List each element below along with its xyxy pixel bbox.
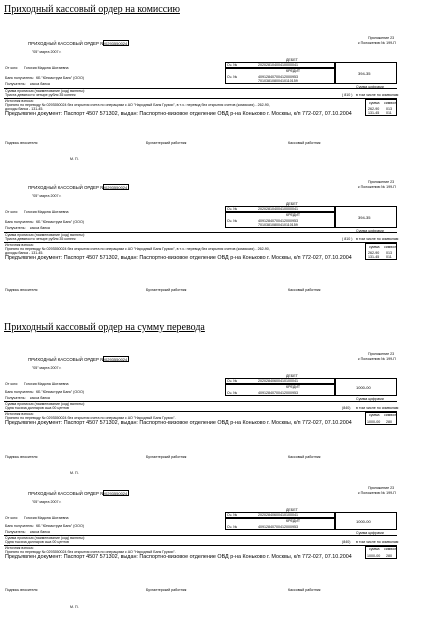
- appendix-line-2: к Положению № 199-П: [358, 185, 396, 189]
- sum-col-header: сумма: [369, 101, 380, 105]
- order-date: "05" марта 2007 г.: [32, 500, 62, 504]
- divider: [4, 545, 397, 546]
- sign-depositor: Подпись вносителя: [5, 455, 38, 459]
- recipient-label: Получатель:: [5, 82, 26, 86]
- recipient: касса банка: [30, 396, 50, 400]
- recipient: касса банка: [30, 530, 50, 534]
- appendix-line-1: Приложение 23: [368, 352, 395, 356]
- cash-order: [0, 484, 437, 626]
- form-title: ПРИХОДНЫЙ КАССОВЫЙ ОРДЕР №: [28, 491, 105, 496]
- bank-name: КБ "Юниаструм Банк" (ООО): [36, 524, 84, 528]
- source-line-1: Принято по переводу № 0293550024 без открытия счета по операциям с АО "Народный Банк Грузии", в т.ч.: перевод без открытия счетов (комиссия) - 262-90,: [5, 103, 270, 107]
- passport-line: Предъявлен документ: Паспорт 4507 571302, выдан: Паспортно-визовое отделение ОВД р-на Коньково г. Москвы, к/п 772-027, 07.10.2004: [5, 255, 352, 261]
- row-symbol: 011: [386, 255, 392, 259]
- sign-depositor: Подпись вносителя: [5, 588, 38, 592]
- row-sum: 262-90: [368, 251, 380, 255]
- in-numbers-label: Сумма цифрами: [356, 85, 384, 89]
- passport-line: Предъявлен документ: Паспорт 4507 571302, выдан: Паспортно-визовое отделение ОВД р-на Коньково г. Москвы, к/п 772-027, 07.10.2004: [5, 554, 352, 560]
- amount-caption: Сумма прописью (наименование (код) валюты):: [5, 536, 86, 540]
- in-numbers-label: Сумма цифрами: [356, 229, 384, 233]
- bank-label: Банк получатель:: [5, 390, 34, 394]
- appendix-line-2: к Положению № 199-П: [358, 491, 396, 495]
- stamp-mark: М. П.: [70, 157, 79, 161]
- credit-account: 40912840700412000953: [258, 525, 298, 529]
- currency-code: (840): [342, 540, 351, 544]
- row-sum: 1000-00: [367, 420, 381, 424]
- recipient: касса банка: [30, 82, 50, 86]
- sign-cashier: Кассовый работник: [288, 455, 321, 459]
- amount-caption: Сумма прописью (наименование (код) валюты):: [5, 233, 86, 237]
- order-number: 0293550024: [105, 41, 128, 46]
- in-numbers-label: Сумма цифрами: [356, 531, 384, 535]
- order-date: "05" марта 2007 г.: [32, 194, 62, 198]
- sign-depositor: Подпись вносителя: [5, 141, 38, 145]
- from-whom: Гогохия Мадона Шотаевна: [24, 66, 69, 70]
- recipient-label: Получатель:: [5, 530, 26, 534]
- total-amount: 394-35: [358, 71, 371, 76]
- row-symbol: 011: [386, 111, 392, 115]
- order-number: 0293550024: [105, 185, 128, 190]
- symbol-col-header: символ: [384, 547, 397, 551]
- recipient-label: Получатель:: [5, 226, 26, 230]
- source-line-1: Принято по переводу № 0293550024 без открытия счета по операциям с АО "Народный Банк Грузии".: [5, 416, 176, 420]
- stamp-mark: М. П.: [70, 605, 79, 609]
- acct-label: Сч. №: [227, 525, 238, 529]
- appendix-line-2: к Положению № 199-П: [358, 357, 396, 361]
- order-number: 0293550024: [105, 357, 128, 362]
- appendix-line-2: к Положению № 199-П: [358, 41, 396, 45]
- row-symbol: 280: [386, 554, 392, 558]
- from-whom: Гогохия Мадона Шотаевна: [24, 516, 69, 520]
- amount-caption: Сумма прописью (наименование (код) валюты):: [5, 89, 86, 93]
- symbol-col-header: символ: [384, 413, 397, 417]
- sign-accountant: Бухгалтерский работник: [146, 455, 187, 459]
- sign-accountant: Бухгалтерский работник: [146, 588, 187, 592]
- order-date: "05" марта 2007 г.: [32, 50, 62, 54]
- appendix-line-1: Приложение 23: [368, 486, 395, 490]
- incl-symbols-label: в том числе по символам: [356, 406, 399, 410]
- debit-account: 20202810400410000041: [258, 207, 298, 211]
- heading-commission: Приходный кассовый ордер на комиссию: [4, 4, 180, 15]
- acct-label: Сч. №: [227, 513, 238, 517]
- bank-name: КБ "Юниаструм Банк" (ООО): [36, 76, 84, 80]
- form-title: ПРИХОДНЫЙ КАССОВЫЙ ОРДЕР №: [28, 357, 105, 362]
- sign-cashier: Кассовый работник: [288, 588, 321, 592]
- amount-words: Триста девяносто четыре рубля 35 копеек: [5, 93, 76, 97]
- bank-label: Банк получатель:: [5, 76, 34, 80]
- acct-label: Сч. №: [227, 379, 238, 383]
- source-line-1: Принято по переводу № 0293550024 без открытия счета по операциям с АО "Народный Банк Грузии", в т.ч.: перевод без открытия счетов (комиссия) - 262-90,: [5, 247, 270, 251]
- cash-order: [0, 34, 437, 176]
- credit-account: 40912840700412000953: [258, 391, 298, 395]
- debit-account: 20202810400410000041: [258, 63, 298, 67]
- row-symbol: 013: [386, 107, 392, 111]
- amount-caption: Сумма прописью (наименование (код) валюты):: [5, 402, 86, 406]
- source-label: Источник взноса:: [5, 243, 34, 247]
- order-number: 0293550024: [105, 491, 128, 496]
- divider: [4, 98, 397, 99]
- source-label: Источник взноса:: [5, 99, 34, 103]
- sign-cashier: Кассовый работник: [288, 288, 321, 292]
- row-sum: 131-45: [368, 255, 380, 259]
- recipient-label: Получатель:: [5, 396, 26, 400]
- sign-accountant: Бухгалтерский работник: [146, 141, 187, 145]
- row-sum: 1000-00: [367, 554, 381, 558]
- debit-account: 20202840600410100041: [258, 513, 298, 517]
- debit-label: ДЕБЕТ: [286, 58, 298, 62]
- passport-line: Предъявлен документ: Паспорт 4507 571302, выдан: Паспортно-визовое отделение ОВД р-на Коньково г. Москвы, к/п 772-027, 07.10.2004: [5, 420, 352, 426]
- form-title: ПРИХОДНЫЙ КАССОВЫЙ ОРДЕР №: [28, 41, 105, 46]
- amount-words: Одна тысяча долларов сша 00 центов: [5, 540, 69, 544]
- cash-order: [0, 350, 437, 492]
- incl-symbols-label: в том числе по символам: [356, 237, 399, 241]
- sum-col-header: сумма: [369, 245, 380, 249]
- credit-account: 70103810800410110159: [258, 79, 298, 83]
- amount-words: Одна тысяча долларов сша 00 центов: [5, 406, 69, 410]
- source-label: Источник взноса:: [5, 412, 34, 416]
- credit-label: КРЕДИТ: [286, 385, 301, 389]
- debit-label: ДЕБЕТ: [286, 202, 298, 206]
- amount-words: Триста девяносто четыре рубля 35 копеек: [5, 237, 76, 241]
- sign-cashier: Кассовый работник: [288, 141, 321, 145]
- currency-code: ( 810 ): [342, 237, 353, 241]
- form-title: ПРИХОДНЫЙ КАССОВЫЙ ОРДЕР №: [28, 185, 105, 190]
- sum-col-header: сумма: [369, 547, 380, 551]
- bank-name: КБ "Юниаструм Банк" (ООО): [36, 390, 84, 394]
- acct-label: Сч. №: [227, 75, 238, 79]
- bank-label: Банк получатель:: [5, 524, 34, 528]
- appendix-line-1: Приложение 23: [368, 36, 395, 40]
- from-whom-label: От кого:: [5, 516, 19, 520]
- credit-label: КРЕДИТ: [286, 519, 301, 523]
- stamp-mark: М. П.: [70, 471, 79, 475]
- incl-symbols-label: в том числе по символам: [356, 540, 399, 544]
- source-line-2: доходы банка - 131-45.: [5, 107, 44, 111]
- currency-code: ( 810 ): [342, 93, 353, 97]
- row-symbol: 013: [386, 251, 392, 255]
- sign-depositor: Подпись вносителя: [5, 288, 38, 292]
- appendix-line-1: Приложение 23: [368, 180, 395, 184]
- total-amount: 394-35: [358, 215, 371, 220]
- total-amount: 1000-00: [356, 385, 371, 390]
- from-whom: Гогохия Мадона Шотаевна: [24, 210, 69, 214]
- acct-label: Сч. №: [227, 391, 238, 395]
- credit-account: 40912840700412000953: [258, 75, 298, 79]
- debit-account: 20202840600410100041: [258, 379, 298, 383]
- debit-label: ДЕБЕТ: [286, 508, 298, 512]
- row-sum: 131-45: [368, 111, 380, 115]
- acct-label: Сч. №: [227, 219, 238, 223]
- from-whom: Гогохия Мадона Шотаевна: [24, 382, 69, 386]
- divider: [4, 411, 397, 412]
- credit-label: КРЕДИТ: [286, 69, 301, 73]
- source-label: Источник взноса:: [5, 546, 34, 550]
- acct-label: Сч. №: [227, 207, 238, 211]
- bank-name: КБ "Юниаструм Банк" (ООО): [36, 220, 84, 224]
- recipient: касса банка: [30, 226, 50, 230]
- debit-label: ДЕБЕТ: [286, 374, 298, 378]
- credit-account: 70103810800410110159: [258, 223, 298, 227]
- sum-col-header: сумма: [369, 413, 380, 417]
- currency-code: (840): [342, 406, 351, 410]
- incl-symbols-label: в том числе по символам: [356, 93, 399, 97]
- credit-account: 40912840700412000953: [258, 219, 298, 223]
- cash-order: [0, 178, 437, 320]
- total-amount: 1000-00: [356, 519, 371, 524]
- from-whom-label: От кого:: [5, 66, 19, 70]
- source-line-1: Принято по переводу № 0293550024 без открытия счета по операциям с АО "Народный Банк Грузии".: [5, 550, 176, 554]
- symbol-col-header: символ: [384, 101, 397, 105]
- sign-accountant: Бухгалтерский работник: [146, 288, 187, 292]
- credit-label: КРЕДИТ: [286, 213, 301, 217]
- row-sum: 262-90: [368, 107, 380, 111]
- source-line-2: доходы банка - 131-45.: [5, 251, 44, 255]
- passport-line: Предъявлен документ: Паспорт 4507 571302, выдан: Паспортно-визовое отделение ОВД р-на Коньково г. Москвы, к/п 772-027, 07.10.2004: [5, 111, 352, 117]
- acct-label: Сч. №: [227, 63, 238, 67]
- heading-transfer: Приходный кассовый ордер на сумму перевода: [4, 322, 205, 333]
- symbol-col-header: символ: [384, 245, 397, 249]
- divider: [4, 242, 397, 243]
- from-whom-label: От кого:: [5, 382, 19, 386]
- bank-label: Банк получатель:: [5, 220, 34, 224]
- row-symbol: 280: [386, 420, 392, 424]
- order-date: "05" марта 2007 г.: [32, 366, 62, 370]
- from-whom-label: От кого:: [5, 210, 19, 214]
- in-numbers-label: Сумма цифрами: [356, 397, 384, 401]
